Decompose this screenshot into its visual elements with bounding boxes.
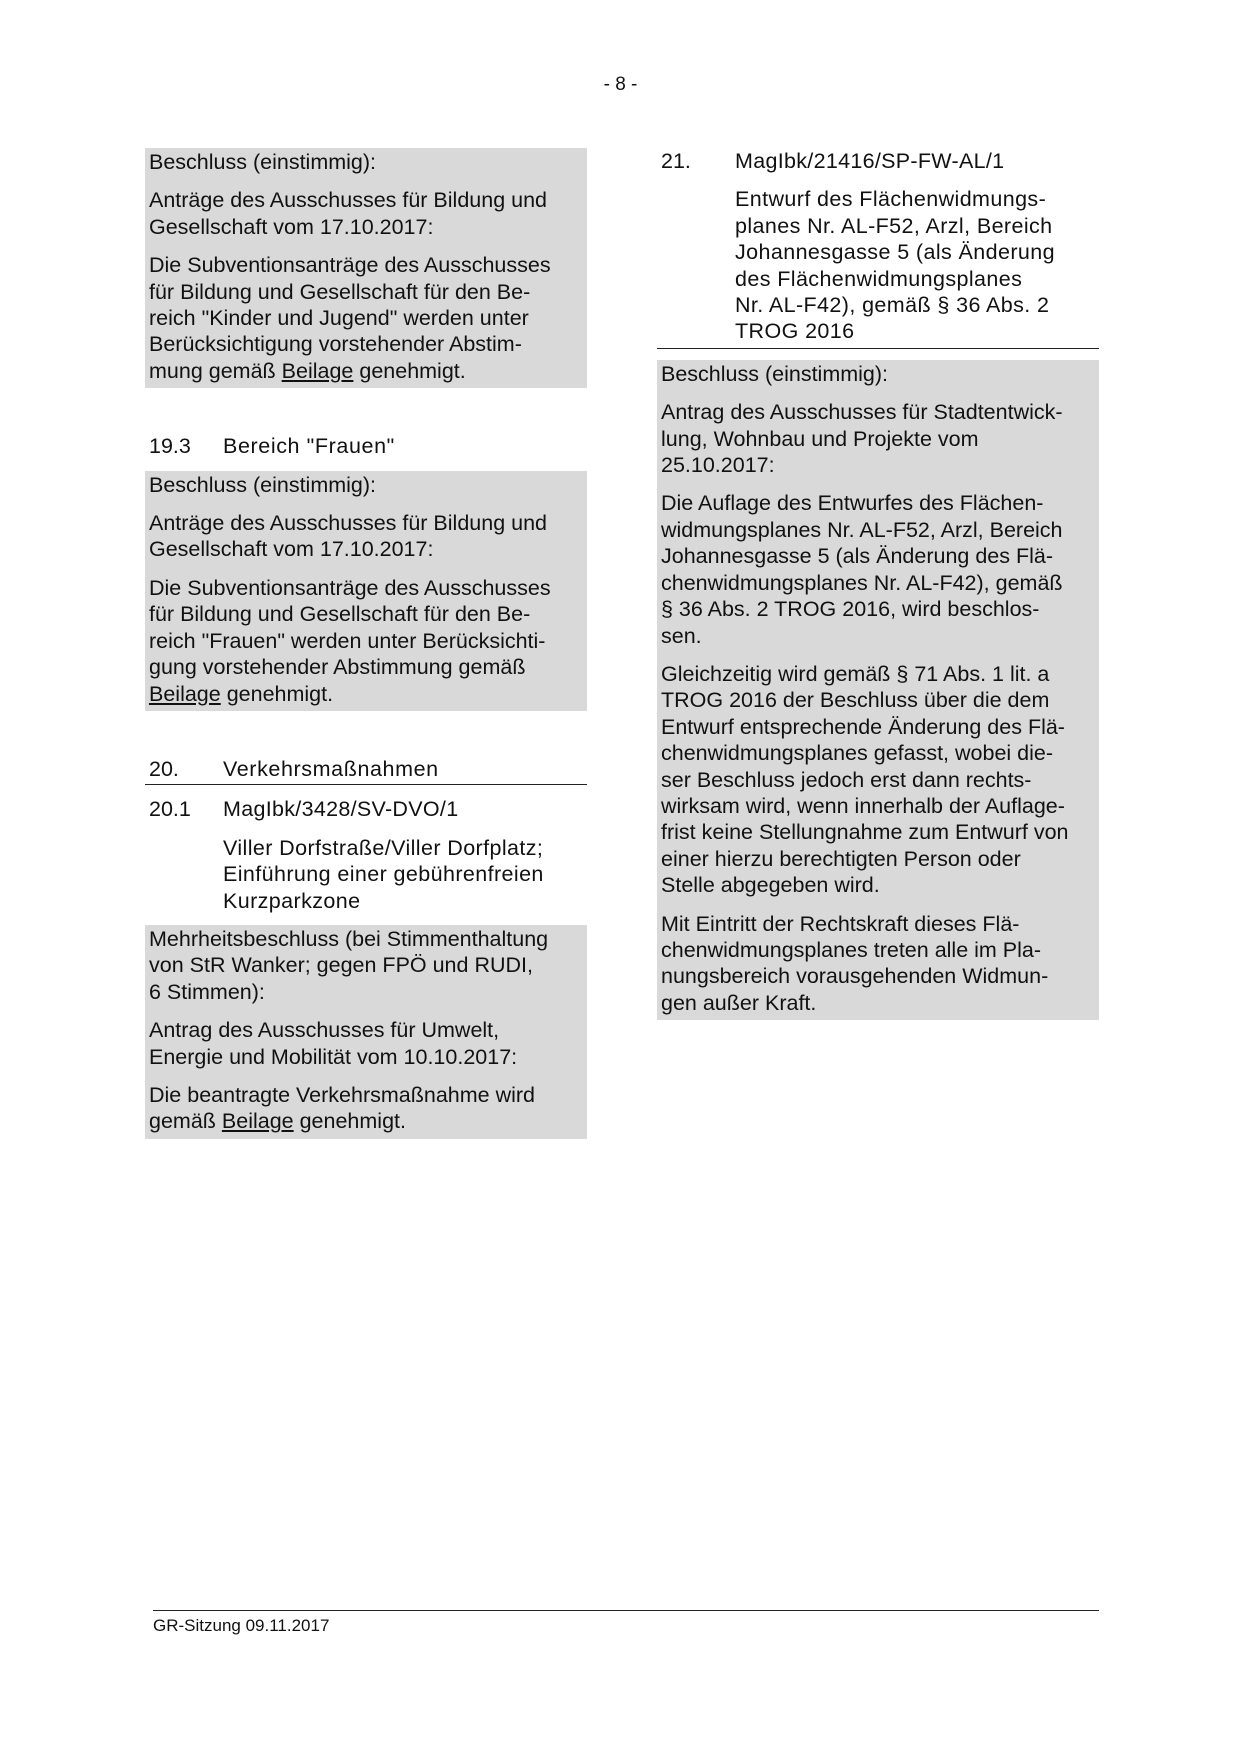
item-20-heading xyxy=(145,756,587,785)
resolution-block-21 xyxy=(657,360,1099,1020)
item-title: Entwurf des Flächenwidmungs- planes Nr. AL-F52, Arzl, Bereich Johannesgasse 5 (als Änderung des Flächenwidmungsplanes Nr. AL-F42), gemäß § 36 Abs. 2 TROG 2016 xyxy=(735,187,1055,344)
beilage-link[interactable]: Beilage xyxy=(149,681,221,706)
motion-text: Antrag des Ausschusses für Stadtentwick- lung, Wohnbau und Projekte vom 25.10.2017: xyxy=(661,400,1063,478)
resolution-block-20-1 xyxy=(145,925,587,1139)
resolution-heading: Beschluss (einstimmig): xyxy=(149,472,376,497)
item-19-3-heading xyxy=(145,433,587,459)
resolution-text: Die Subventionsanträge des Ausschusses für Bildung und Gesellschaft für den Be- reich "Frauen" werden unter Berücksichti- gung vorstehender Abstimmung gemäß Beilage genehmigt. xyxy=(149,575,551,706)
item-21 xyxy=(657,148,1099,349)
motion-text: Anträge des Ausschusses für Bildung und Gesellschaft vom 17.10.2017: xyxy=(149,511,548,562)
resolution-heading: Beschluss (einstimmig): xyxy=(661,361,888,386)
item-title: Bereich "Frauen" xyxy=(223,434,395,459)
motion-text: Anträge des Ausschusses für Bildung und Gesellschaft vom 17.10.2017: xyxy=(149,188,548,239)
beilage-link[interactable]: Beilage xyxy=(221,1109,294,1134)
motion-text: Antrag des Ausschusses für Umwelt, Energie und Mobilität vom 10.10.2017: xyxy=(149,1018,518,1069)
resolution-block-19-3 xyxy=(145,471,587,711)
item-reference: MagIbk/3428/SV-DVO/1 xyxy=(223,797,459,822)
item-20-1 xyxy=(145,796,587,914)
right-column xyxy=(657,148,1099,1020)
resolution-text: Die Subventionsanträge des Ausschusses für Bildung und Gesellschaft für den Be- reich "Kinder und Jugend" werden unter Berücksichtigung vorstehender Abstim- mung gemäß Beilage genehmigt. xyxy=(149,253,551,383)
resolution-block-19-2 xyxy=(145,148,587,388)
resolution-text: Die beantragte Verkehrsmaßnahme wird gemäß Beilage genehmigt. xyxy=(149,1082,535,1134)
beilage-link[interactable]: Beilage xyxy=(281,358,354,383)
resolution-text: Die Auflage des Entwurfes des Flächen- widmungsplanes Nr. AL-F52, Arzl, Bereich Johannesgasse 5 (als Änderung des Flä- chenwidmungsplanes Nr. AL-F42), gemäß § 36 Abs. 2 TROG 2016, wird beschlos- sen. xyxy=(661,491,1063,648)
left-column xyxy=(145,148,587,1139)
footer-divider xyxy=(153,1610,1099,1611)
footer-session-date: GR-Sitzung 09.11.2017 xyxy=(153,1616,330,1635)
item-number: 20.1 xyxy=(149,797,191,822)
resolution-heading: Mehrheitsbeschluss (bei Stimmenthaltung von StR Wanker; gegen FPÖ und RUDI, 6 Stimmen): xyxy=(149,926,549,1004)
item-reference: MagIbk/21416/SP-FW-AL/1 xyxy=(735,149,1005,173)
item-number: 19.3 xyxy=(149,434,191,459)
resolution-heading: Beschluss (einstimmig): xyxy=(149,150,376,174)
item-number: 20. xyxy=(149,756,179,781)
item-title: Verkehrsmaßnahmen xyxy=(223,756,439,781)
resolution-text-simultaneous: Gleichzeitig wird gemäß § 71 Abs. 1 lit. a TROG 2016 der Beschluss über die dem Entwurf entsprechende Änderung des Flä- chenwidmungsplanes gefasst, wobei die- ser Beschluss jedoch erst dann rechts- wirksam wird, wenn innerhalb der Auflage- frist keine Stellungnahme zum Entwurf von einer hierzu berechtigten Person oder Stelle abgegeben wird. xyxy=(661,661,1069,898)
item-title: Viller Dorfstraße/Viller Dorfplatz; Einführung einer gebührenfreien Kurzparkzone xyxy=(223,835,544,913)
page-number: - 8 - xyxy=(603,74,638,95)
resolution-text-effect: Mit Eintritt der Rechtskraft dieses Flä- chenwidmungsplanes treten alle im Pla- nungsbereich vorausgehenden Widmun- gen außer Kraft. xyxy=(661,911,1049,1015)
item-number: 21. xyxy=(661,149,691,173)
